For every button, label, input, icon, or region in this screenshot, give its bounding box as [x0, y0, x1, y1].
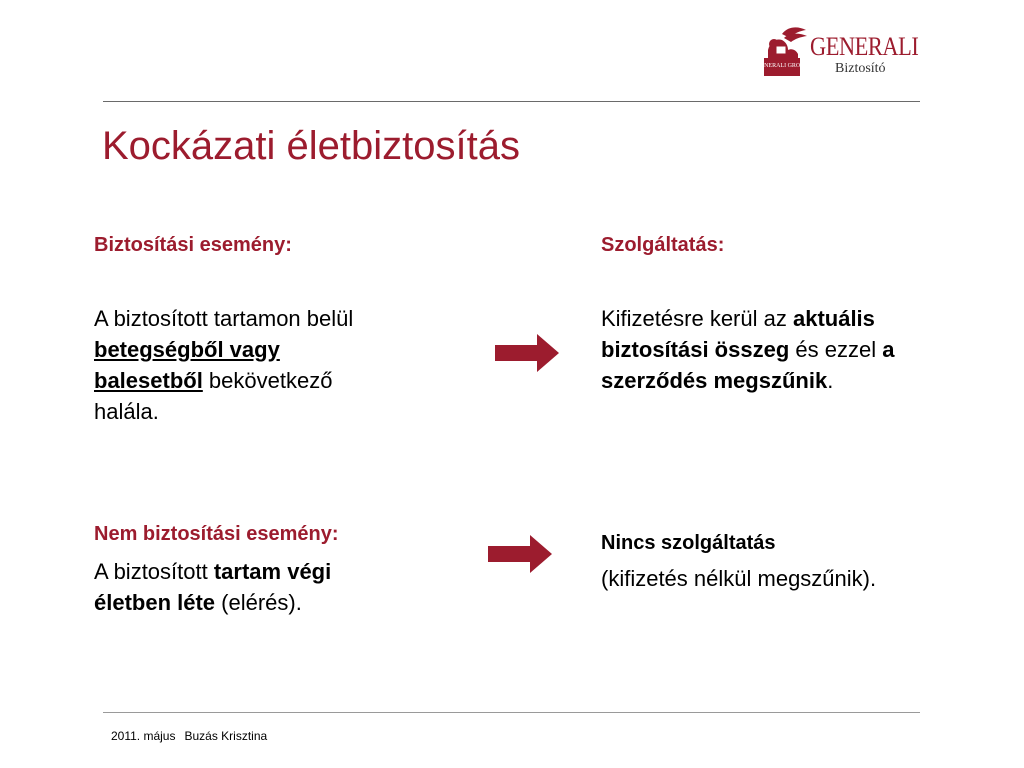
- no-benefit-text: Nincs szolgáltatás: [601, 532, 776, 554]
- p2-text-1: A biztosított: [94, 559, 214, 584]
- r1-text-4: és ezzel: [789, 337, 883, 362]
- right-heading-1: [601, 228, 724, 259]
- left-paragraph-2: [94, 556, 454, 618]
- insured-event-heading: Biztosítási esemény:: [94, 234, 292, 256]
- generali-logo: [756, 24, 922, 80]
- footer-author: Buzás Krisztina: [184, 729, 268, 743]
- right-paragraph-1: [601, 303, 1001, 396]
- r1-text-1: Kifizetésre kerül az: [601, 306, 793, 331]
- no-benefit-note: (kifizetés nélkül megszűnik).: [601, 566, 877, 591]
- p2-text-2: tartam végi: [213, 559, 332, 584]
- right-arrow-icon: [488, 535, 552, 573]
- p1-text-3: balesetből: [94, 368, 203, 393]
- r1-text-6: szerződés megszűnik: [601, 368, 828, 393]
- slide-title: Kockázati életbiztosítás: [102, 124, 520, 168]
- left-paragraph-1: [94, 303, 454, 427]
- right-paragraph-2: [601, 524, 1001, 597]
- footer: [111, 729, 267, 743]
- r1-text-3: biztosítási összeg: [601, 337, 790, 362]
- footer-date: 2011. május: [111, 729, 176, 743]
- lion-seal-icon: [756, 24, 810, 80]
- left-heading-2: [94, 517, 339, 548]
- p1-text-4: bekövetkező: [202, 368, 333, 393]
- left-heading-1: [94, 228, 292, 259]
- right-arrow-icon: [495, 334, 559, 372]
- r1-text-2: aktuális: [792, 306, 875, 331]
- seal-text: GENERALI GROUP: [756, 63, 808, 69]
- p1-text-5: halála.: [94, 399, 159, 424]
- p1-text-2: betegségből vagy: [94, 337, 280, 362]
- p2-text-3: életben léte: [94, 590, 216, 615]
- top-divider: [103, 101, 920, 102]
- r1-text-5: a: [882, 337, 895, 362]
- p2-text-4: (elérés).: [215, 590, 302, 615]
- logo-sub: Biztosító: [835, 61, 886, 76]
- benefit-heading: Szolgáltatás:: [601, 234, 725, 256]
- bottom-divider: [103, 712, 920, 713]
- p1-text-1: A biztosított tartamon belül: [94, 306, 354, 331]
- r1-text-7: .: [827, 368, 834, 393]
- logo-brand: GENERALI: [810, 32, 919, 61]
- non-insured-event-heading: Nem biztosítási esemény:: [94, 523, 339, 545]
